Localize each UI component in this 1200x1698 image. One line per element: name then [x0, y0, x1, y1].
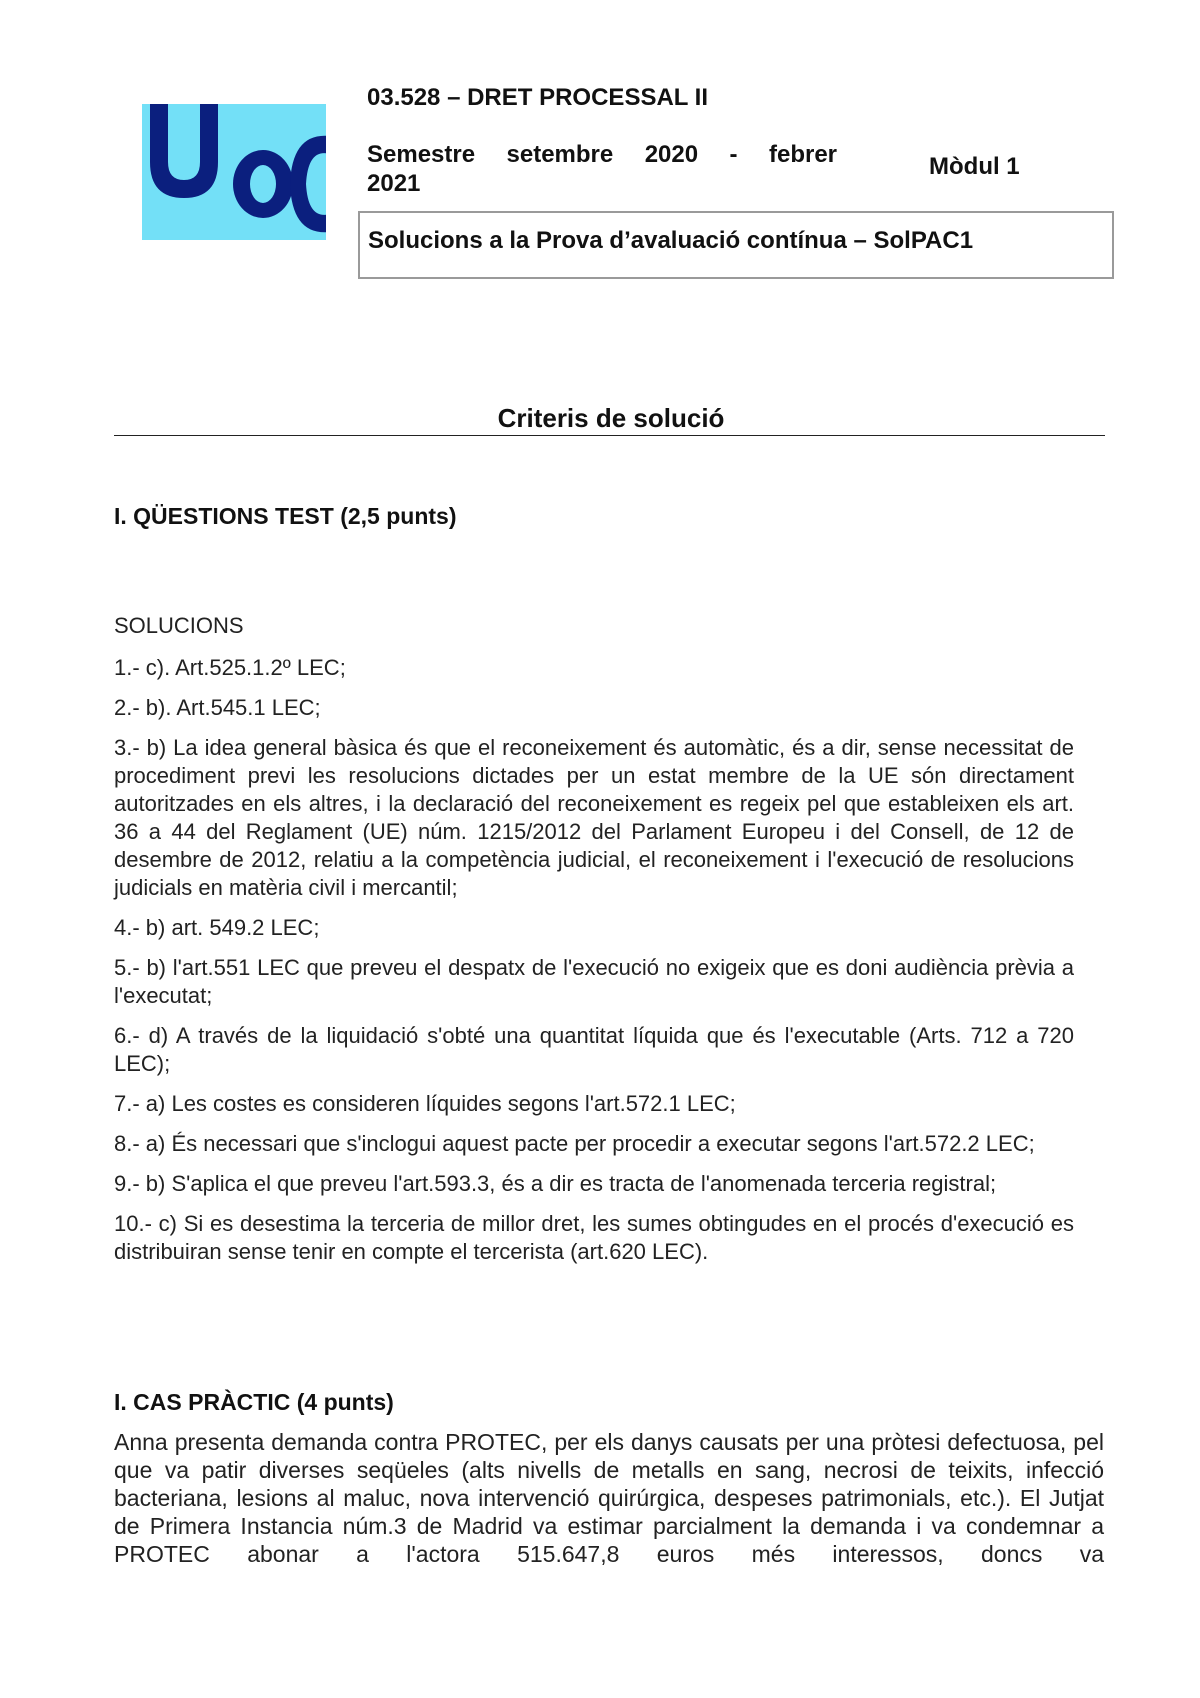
- answer-5: 5.- b) l'art.551 LEC que preveu el despatx de l'execució no exigeix que es doni audiència prèvia a l'executat;: [114, 955, 1074, 1008]
- answer-4: 4.- b) art. 549.2 LEC;: [114, 915, 320, 940]
- answer-8: 8.- a) És necessari que s'inclogui aquest pacte per procedir a executar segons l'art.572.2 LEC;: [114, 1131, 1035, 1156]
- answer-1: 1.- c). Art.525.1.2º LEC;: [114, 655, 346, 680]
- test-answers: [114, 612, 1074, 1278]
- uoc-logo: [142, 104, 326, 240]
- title-divider: [114, 435, 1105, 436]
- answer-6: 6.- d) A través de la liquidació s'obté una quantitat líquida que és l'executable (Arts. 712 a 720 LEC);: [114, 1023, 1074, 1076]
- solutions-title-box: [358, 211, 1114, 279]
- criteria-title: Criteris de solució: [497, 403, 725, 433]
- answer-3: 3.- b) La idea general bàsica és que el reconeixement és automàtic, és a dir, sense necessitat de procediment previ les resolucions dictades per un estat membre de la UE són directament autoritzades en els altres, i la declaració del reconeixement es regeix pel que estableixen els art. 36 a 44 del Reglament (UE) núm. 1215/2012 del Parlament Europeu i del Consell, de 12 de desembre de 2012, relatiu a la competència judicial, el reconeixement i l'execució de resolucions judicials en matèria civil i mercantil;: [114, 735, 1074, 900]
- uoc-logo-mark: [142, 104, 326, 240]
- answer-9: 9.- b) S'aplica el que preveu l'art.593.3, és a dir es tracta de l'anomenada terceria registral;: [114, 1171, 997, 1196]
- course-title: 03.528 – DRET PROCESSAL II: [367, 84, 709, 111]
- case-text: Anna presenta demanda contra PROTEC, per els danys causats per una pròtesi defectuosa, pel que va patir diverses seqüeles (alts nivells de metalls en sang, necrosi de teixits, infecció bacteriana, lesions al maluc, nova intervenció quirúrgica, despeses patrimonials, etc.). El Jutjat de Primera Instancia núm.3 de Madrid va estimar parcialment la demanda i va condemnar a PROTEC abonar a l'actora 515.647,8 euros més interessos, doncs va: [114, 1429, 1104, 1567]
- semester-line-1: Semestre setembre 2020 - febrer: [367, 141, 837, 168]
- answer-7: 7.- a) Les costes es consideren líquides segons l'art.572.1 LEC;: [114, 1091, 736, 1116]
- answer-2: 2.- b). Art.545.1 LEC;: [114, 695, 321, 720]
- test-section-heading: I. QÜESTIONS TEST (2,5 punts): [114, 503, 457, 529]
- answer-10: 10.- c) Si es desestima la terceria de millor dret, les sumes obtingudes en el procés d'execució es distribuiran sense tenir en compte el tercerista (art.620 LEC).: [114, 1211, 1074, 1264]
- module-label: Mòdul 1: [929, 153, 1020, 180]
- solutions-title: Solucions a la Prova d’avaluació contínua – SolPAC1: [368, 227, 974, 254]
- semester-line-2: 2021: [367, 170, 421, 197]
- solutions-label: SOLUCIONS: [114, 613, 244, 638]
- case-section-heading: I. CAS PRÀCTIC (4 punts): [114, 1389, 394, 1415]
